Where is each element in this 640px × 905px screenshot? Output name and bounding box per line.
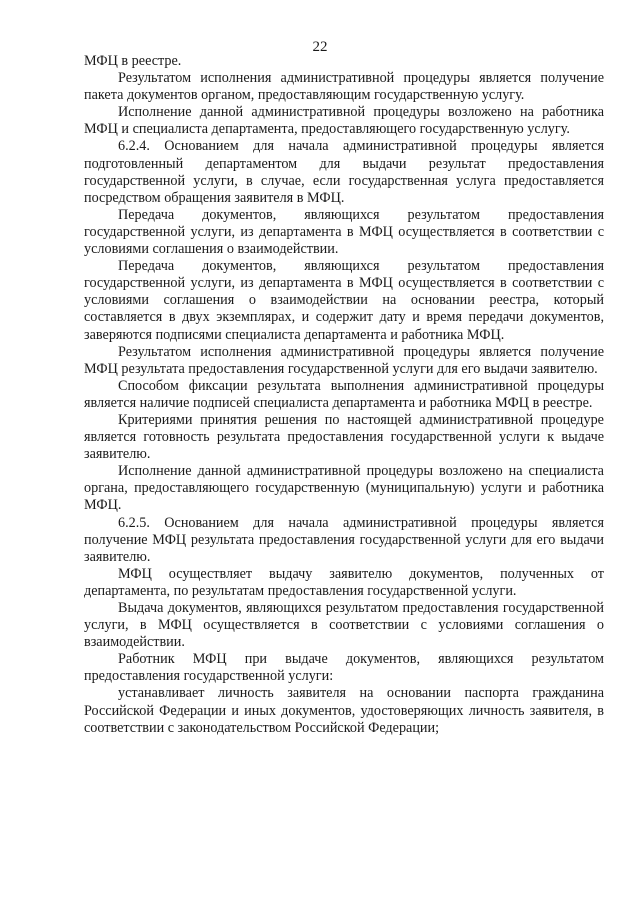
paragraph: МФЦ осуществляет выдачу заявителю документов, полученных от департамента, по результатам предоставления государственной услуги.	[84, 565, 604, 599]
paragraph: Исполнение данной административной процедуры возложено на специалиста органа, предоставляющего государственную (муниципальную) услуги и работника МФЦ.	[84, 463, 604, 514]
paragraph: Передача документов, являющихся результатом предоставления государственной услуги, из департамента в МФЦ осуществляется в соответствии с условиями соглашения о взаимодействии.	[84, 206, 604, 258]
page-number: 22	[312, 39, 328, 55]
paragraph: устанавливает личность заявителя на основании паспорта гражданина Российской Федерации и иных документов, удостоверяющих личность заявителя, в соответствии с законодательством Российской Федерации;	[84, 685, 604, 736]
paragraph: Способом фиксации результата выполнения административной процедуры является наличие подписей специалиста департамента и работника МФЦ в реестре.	[84, 377, 604, 411]
paragraph: 6.2.5. Основанием для начала административной процедуры является получение МФЦ результата предоставления государственной услуги для его выдачи заявителю.	[84, 514, 604, 565]
paragraph: Результатом исполнения административной процедуры является получение МФЦ результата предоставления государственной услуги для его выдачи заявителю.	[84, 343, 604, 377]
paragraph: Выдача документов, являющихся результатом предоставления государственной услуги, в МФЦ осуществляется в соответствии с условиями соглашения о взаимодействии.	[84, 600, 604, 651]
document-body	[84, 53, 604, 737]
paragraph: Результатом исполнения административной процедуры является получение пакета документов органом, предоставляющим государственную услугу.	[84, 70, 604, 104]
paragraph: Критериями принятия решения по настоящей административной процедуре является готовность результата предоставления государственной услуги к выдаче заявителю.	[84, 411, 604, 463]
paragraph: Исполнение данной административной процедуры возложено на работника МФЦ и специалиста департамента, предоставляющего государственную услугу.	[84, 104, 604, 138]
paragraph: Работник МФЦ при выдаче документов, являющихся результатом предоставления государственной услуги:	[84, 651, 604, 685]
paragraph: Передача документов, являющихся результатом предоставления государственной услуги, из департамента в МФЦ осуществляется в соответствии с условиями соглашения о взаимодействии на основании реестра, который составляется в двух экземплярах, и содержит дату и время передачи документов, заверяются подписями специалиста департамента и работника МФЦ.	[84, 258, 604, 343]
paragraph: 6.2.4. Основанием для начала административной процедуры является подготовленный департаментом для выдачи результат предоставления государственной услуги, в случае, если государственная услуга предоставляется посредством обращения заявителя в МФЦ.	[84, 138, 604, 206]
paragraph: МФЦ в реестре.	[84, 53, 182, 69]
